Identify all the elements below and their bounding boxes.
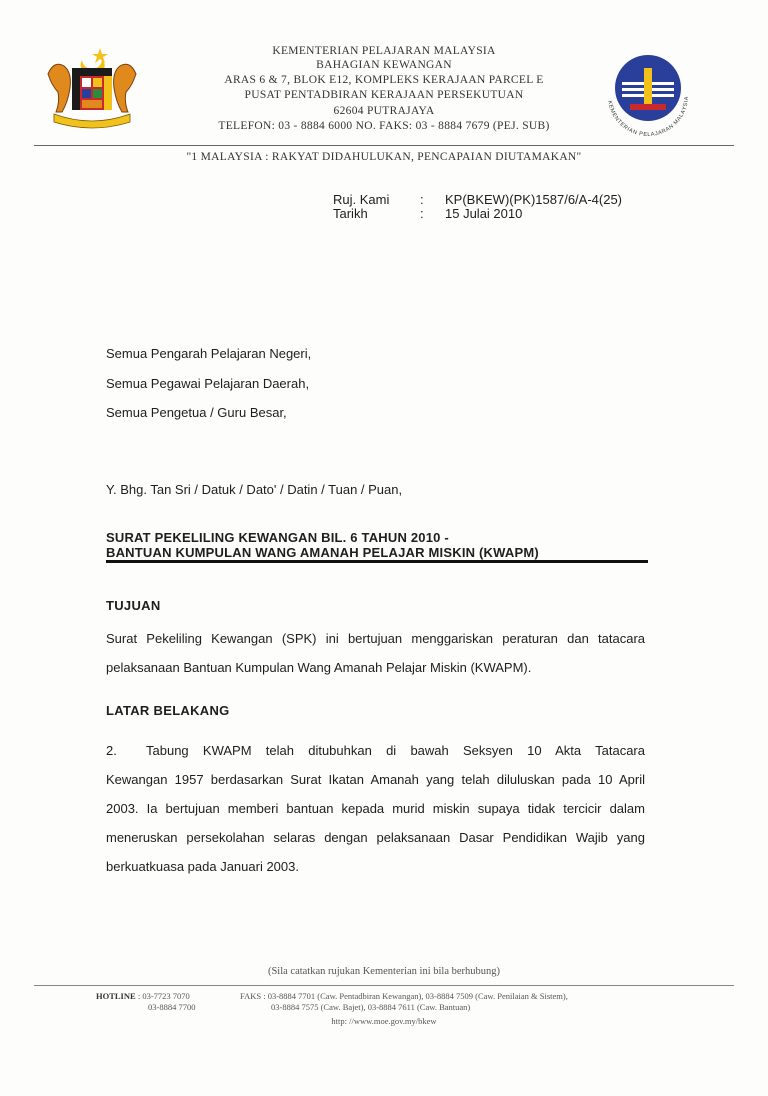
fax-line-1: FAKS : 03-8884 7701 (Caw. Pentadbiran Kewangan), 03-8884 7509 (Caw. Penilaian & Sistem), (240, 991, 568, 1001)
recipient-2: Semua Pegawai Pelajaran Daerah, (106, 376, 310, 391)
division-name: BAHAGIAN KEWANGAN (316, 59, 452, 71)
footer-divider (34, 985, 734, 986)
latar-line-1 (106, 736, 645, 765)
date-colon: : (420, 206, 424, 221)
subject-line-1: SURAT PEKELILING KEWANGAN BIL. 6 TAHUN 2010 - (106, 530, 449, 545)
latar-line-3: 2003. Ia bertujuan memberi bantuan kepada murid miskin supaya tidak tercicir dalam (106, 801, 645, 816)
ministry-name: KEMENTERIAN PELAJARAN MALAYSIA (272, 45, 496, 57)
address-line-2: PUSAT PENTADBIRAN KERAJAAN PERSEKUTUAN (244, 89, 524, 101)
hotline-number-2: 03-8884 7700 (148, 1002, 196, 1012)
latar-line-2: Kewangan 1957 berdasarkan Surat Ikatan Amanah yang telah diluluskan pada 10 April (106, 772, 645, 787)
fax-line-2: 03-8884 7575 (Caw. Bajet), 03-8884 7611 (Caw. Bantuan) (271, 1002, 471, 1012)
subject-underline (106, 560, 648, 563)
footer-reference-note: (Sila catatkan rujukan Kementerian ini bila berhubung) (267, 966, 501, 977)
hotline-block: HOTLINE : 03-7723 7070 03-8884 7700 (96, 991, 196, 1012)
logo-arc-text: KEMENTERIAN PELAJARAN MALAYSIA (606, 95, 691, 139)
tujuan-paragraph (106, 624, 645, 682)
letterhead-divider (34, 145, 734, 146)
paragraph-number: 2. (106, 743, 117, 758)
latar-line-4: meneruskan persekolahan selaras dengan pelaksanaan Dasar Pendidikan Wajib yang (106, 830, 645, 845)
ruj-value: KP(BKEW)(PK)1587/6/A-4(25) (445, 192, 623, 207)
latar-line-1-text: Tabung KWAPM telah ditubuhkan di bawah Seksyen 10 Akta Tatacara (146, 743, 645, 758)
footer-url[interactable]: http: //www.moe.gov.my/bkew (331, 1016, 437, 1026)
tujuan-line-1: Surat Pekeliling Kewangan (SPK) ini bertujuan menggariskan peraturan dan tatacara (106, 631, 645, 646)
phone-fax-line: TELEFON: 03 - 8884 6000 NO. FAKS: 03 - 8884 7679 (PEJ. SUB) (218, 120, 550, 132)
ruj-colon: : (420, 192, 424, 207)
heading-tujuan: TUJUAN (106, 598, 161, 613)
moe-logo (600, 46, 696, 140)
hotline-label: HOTLINE (96, 991, 136, 1001)
salutation: Y. Bhg. Tan Sri / Datuk / Dato' / Datin / Tuan / Puan, (106, 482, 403, 497)
postcode-line: 62604 PUTRAJAYA (333, 105, 435, 117)
latar-paragraph (106, 736, 645, 881)
hotline-number-1: 03-7723 7070 (142, 991, 190, 1001)
date-value: 15 Julai 2010 (445, 206, 523, 221)
heading-latar-belakang: LATAR BELAKANG (106, 703, 230, 718)
slogan: "1 MALAYSIA : RAKYAT DIDAHULUKAN, PENCAPAIAN DIUTAMAKAN" (186, 151, 582, 163)
subject-line-2: BANTUAN KUMPULAN WANG AMANAH PELAJAR MISKIN (KWAPM) (106, 545, 539, 560)
recipient-3: Semua Pengetua / Guru Besar, (106, 405, 287, 420)
latar-line-5: berkuatkuasa pada Januari 2003. (106, 859, 299, 874)
address-line-1: ARAS 6 & 7, BLOK E12, KOMPLEKS KERAJAAN PARCEL E (224, 74, 544, 86)
ruj-label: Ruj. Kami (333, 192, 390, 207)
date-label: Tarikh (333, 206, 368, 221)
recipient-1: Semua Pengarah Pelajaran Negeri, (106, 346, 312, 361)
tujuan-line-2: pelaksanaan Bantuan Kumpulan Wang Amanah Pelajar Miskin (KWAPM). (106, 660, 532, 675)
